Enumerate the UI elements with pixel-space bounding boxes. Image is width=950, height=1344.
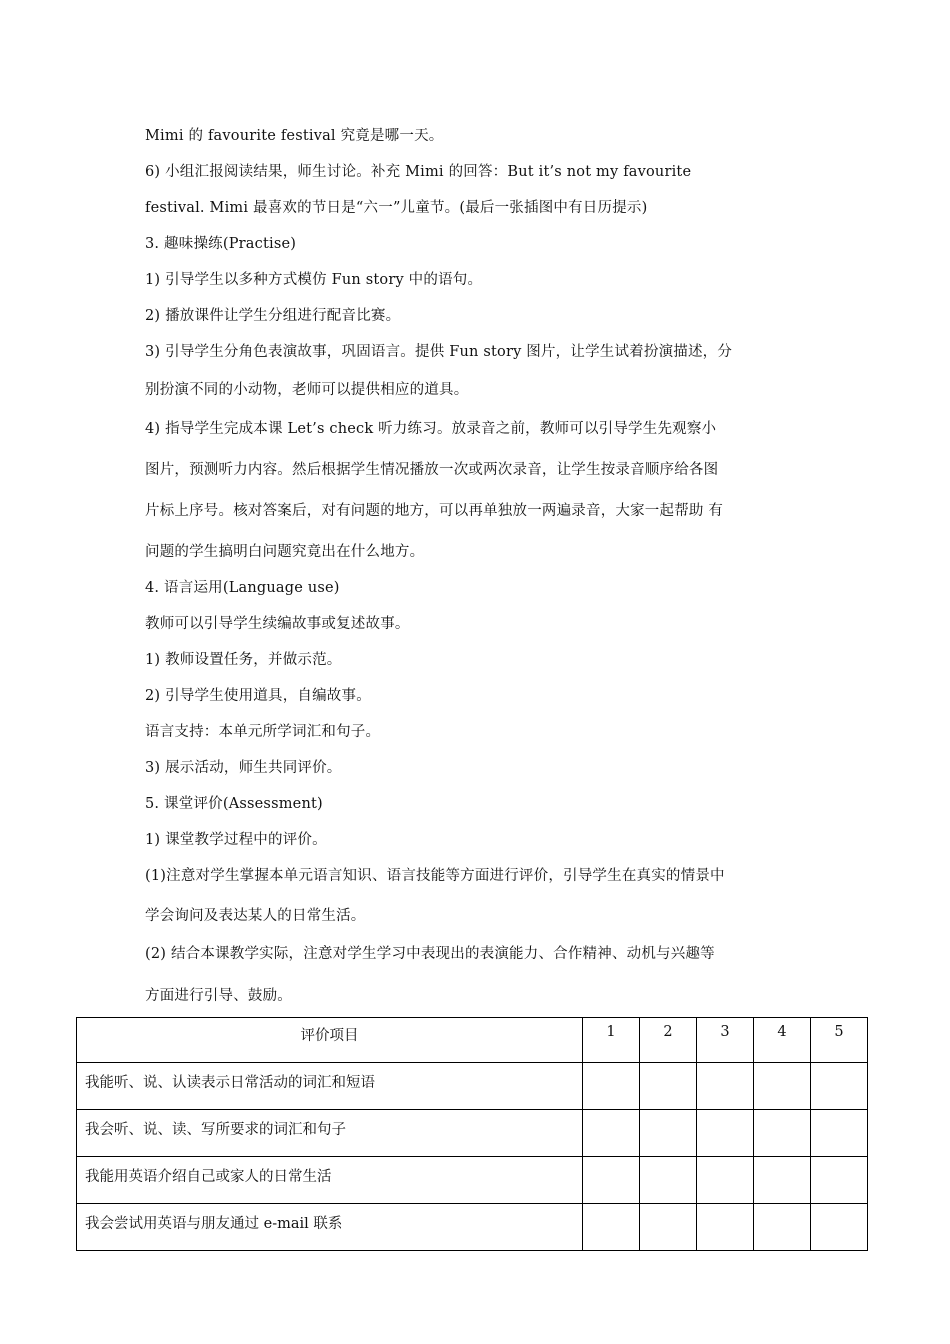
text-line: Mimi 的 favourite festival 究竟是哪一天。 [145, 128, 444, 144]
table-row [77, 1204, 868, 1251]
score-cell [583, 1157, 640, 1204]
score-cell [697, 1204, 754, 1251]
score-cell [811, 1204, 868, 1251]
score-cell [640, 1157, 697, 1204]
text-line: 3) 展示活动，师生共同评价。 [145, 760, 342, 776]
table-header-score: 3 [697, 1018, 754, 1063]
score-cell [754, 1157, 811, 1204]
text-line: 1) 课堂教学过程中的评价。 [145, 832, 327, 848]
text-line: 方面进行引导、鼓励。 [145, 988, 292, 1004]
section-heading-practise: 3. 趣味操练(Practise) [145, 236, 297, 252]
table-header-row [77, 1018, 868, 1063]
assessment-table [76, 1017, 868, 1251]
score-cell [697, 1110, 754, 1157]
table-header-score: 5 [811, 1018, 868, 1063]
section-heading-language-use: 4. 语言运用(Language use) [145, 580, 340, 596]
text-line: 教师可以引导学生续编故事或复述故事。 [145, 616, 410, 632]
text-line: 图片，预测听力内容。然后根据学生情况播放一次或两次录音，让学生按录音顺序给各图 [145, 462, 719, 478]
score-cell [754, 1204, 811, 1251]
table-row-item: 我能听、说、认读表示日常活动的词汇和短语 [77, 1063, 583, 1110]
table-row [77, 1157, 868, 1204]
table-header-score: 4 [754, 1018, 811, 1063]
text-line: (2) 结合本课教学实际，注意对学生学习中表现出的表演能力、合作精神、动机与兴趣等 [145, 946, 715, 962]
table-header-score: 1 [583, 1018, 640, 1063]
table-row-item: 我能用英语介绍自己或家人的日常生活 [77, 1157, 583, 1204]
table-header-item: 评价项目 [77, 1018, 583, 1063]
text-line: 3) 引导学生分角色表演故事，巩固语言。提供 Fun story 图片，让学生试着扮演描述，分 [145, 344, 733, 360]
score-cell [697, 1063, 754, 1110]
text-line: 6) 小组汇报阅读结果，师生讨论。补充 Mimi 的回答：But it’s not my favourite [145, 164, 692, 180]
text-line: 2) 引导学生使用道具，自编故事。 [145, 688, 371, 704]
table-row-item: 我会听、说、读、写所要求的词汇和句子 [77, 1110, 583, 1157]
table-header-score: 2 [640, 1018, 697, 1063]
table-row [77, 1110, 868, 1157]
text-line: 语言支持：本单元所学词汇和句子。 [145, 724, 381, 740]
text-line: festival. Mimi 最喜欢的节日是“六一”儿童节。(最后一张插图中有日历提示) [145, 200, 648, 216]
text-line: 问题的学生搞明白问题究竟出在什么地方。 [145, 544, 425, 560]
score-cell [697, 1157, 754, 1204]
score-cell [811, 1157, 868, 1204]
score-cell [583, 1063, 640, 1110]
text-line: 片标上序号。核对答案后，对有问题的地方，可以再单独放一两遍录音，大家一起帮助 有 [145, 503, 724, 519]
score-cell [811, 1110, 868, 1157]
text-line: 1) 引导学生以多种方式模仿 Fun story 中的语句。 [145, 272, 483, 288]
score-cell [640, 1204, 697, 1251]
section-heading-assessment: 5. 课堂评价(Assessment) [145, 796, 323, 812]
score-cell [583, 1110, 640, 1157]
score-cell [754, 1110, 811, 1157]
score-cell [640, 1110, 697, 1157]
table-row [77, 1063, 868, 1110]
text-line: 别扮演不同的小动物，老师可以提供相应的道具。 [145, 382, 469, 398]
text-line: 4) 指导学生完成本课 Let’s check 听力练习。放录音之前，教师可以引导学生先观察小 [145, 421, 717, 437]
score-cell [754, 1063, 811, 1110]
text-line: 2) 播放课件让学生分组进行配音比赛。 [145, 308, 401, 324]
score-cell [583, 1204, 640, 1251]
score-cell [640, 1063, 697, 1110]
text-line: 学会询问及表达某人的日常生活。 [145, 908, 366, 924]
text-line: (1)注意对学生掌握本单元语言知识、语言技能等方面进行评价，引导学生在真实的情景中 [145, 868, 725, 884]
text-line: 1) 教师设置任务，并做示范。 [145, 652, 342, 668]
score-cell [811, 1063, 868, 1110]
table-row-item: 我会尝试用英语与朋友通过 e-mail 联系 [77, 1204, 583, 1251]
